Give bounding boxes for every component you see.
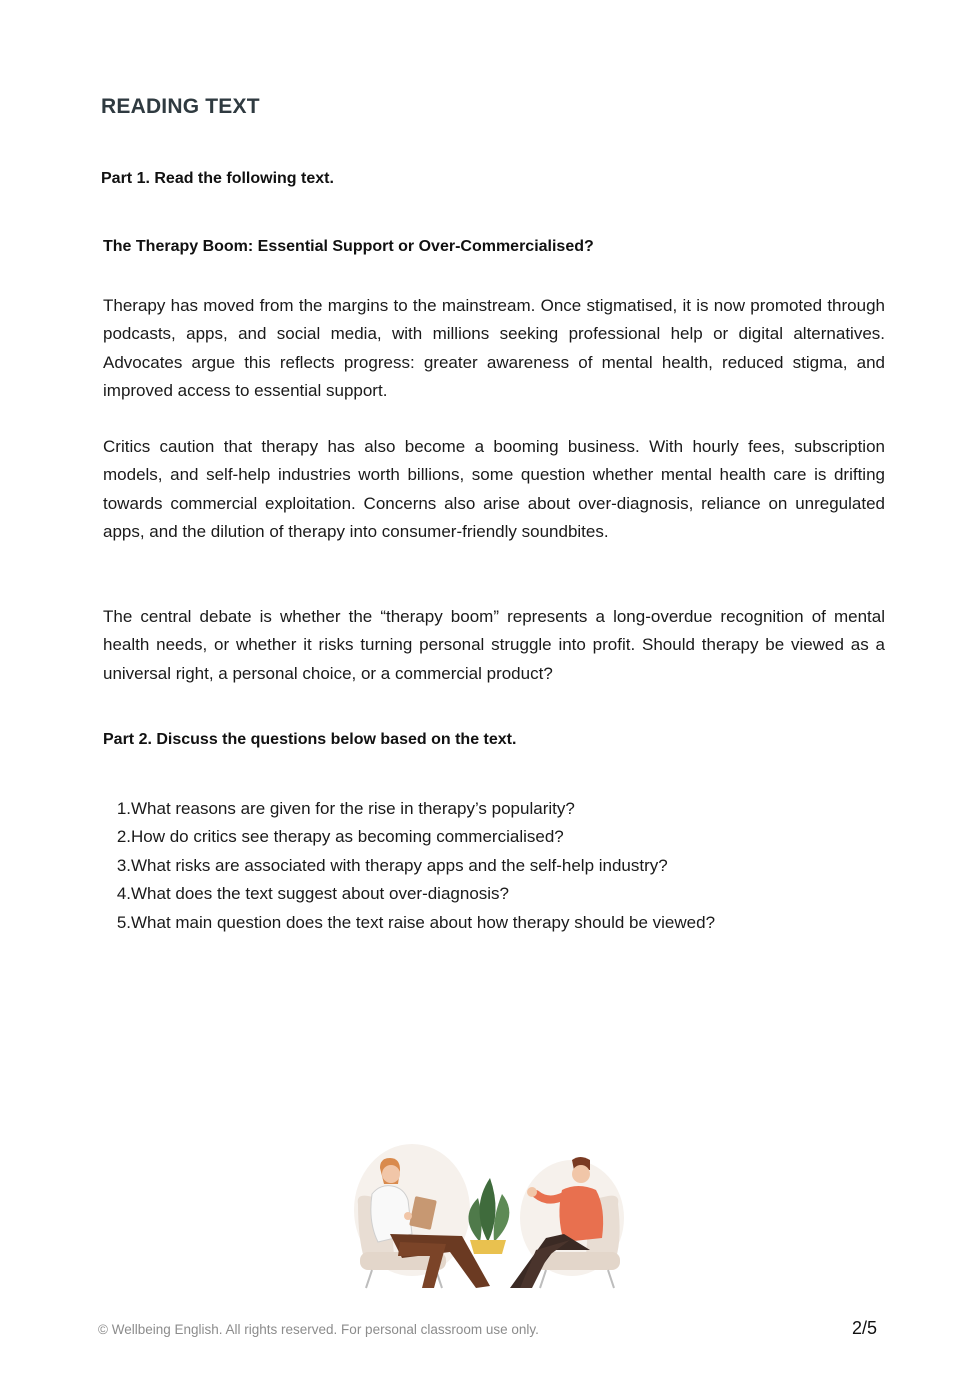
question-text: What does the text suggest about over-diagnosis? [131, 884, 510, 904]
article-paragraph-1: Therapy has moved from the margins to the mainstream. Once stigmatised, it is now promoted through podcasts, apps, and social media, with millions seeking professional help or digital alternatives. Advocates argue this reflects progress: greater awareness of mental health, reduced stigma, and improved access to essential support. [103, 296, 885, 401]
question-number: 2. [116, 827, 131, 847]
plant [468, 1178, 509, 1254]
article-paragraph-2: Critics caution that therapy has also become a booming business. With hourly fees, subscription models, and self-help industries worth billions, some question whether mental health care is drifting towards commercial exploitation. Concerns also arise about over-diagnosis, reliance on unregulated apps, and the dilution of therapy into consumer-friendly soundbites. [103, 437, 885, 542]
page-number: 2/5 [852, 1318, 878, 1338]
question-text: What main question does the text raise about how therapy should be viewed? [131, 912, 716, 932]
question-number: 4. [116, 884, 131, 904]
part1-heading: Part 1. Read the following text. [101, 170, 334, 187]
question-text: What risks are associated with therapy apps and the self-help industry? [131, 855, 668, 875]
question-number: 3. [116, 855, 131, 875]
question-number: 1. [116, 799, 131, 818]
therapy-session-illustration [350, 1138, 630, 1290]
question-item [103, 823, 715, 851]
page-heading: READING TEXT [101, 95, 260, 118]
question-text: How do critics see therapy as becoming commercialised? [131, 827, 564, 847]
question-item [103, 795, 715, 823]
question-number: 5. [116, 912, 131, 932]
question-item [103, 852, 715, 880]
question-text: What reasons are given for the rise in therapy’s popularity? [131, 799, 575, 818]
article-title: The Therapy Boom: Essential Support or Over-Commercialised? [103, 238, 594, 255]
question-list [103, 795, 715, 937]
copyright-footer: © Wellbeing English. All rights reserved. For personal classroom use only. [98, 1322, 539, 1337]
part2-heading: Part 2. Discuss the questions below based on the text. [103, 731, 517, 748]
question-item [103, 880, 715, 908]
article-paragraph-3: The central debate is whether the “therapy boom” represents a long-overdue recognition of mental health needs, or whether it risks turning personal struggle into profit. Should therapy be viewed as a universal right, a personal choice, or a commercial product? [103, 607, 885, 683]
question-item [103, 909, 715, 937]
